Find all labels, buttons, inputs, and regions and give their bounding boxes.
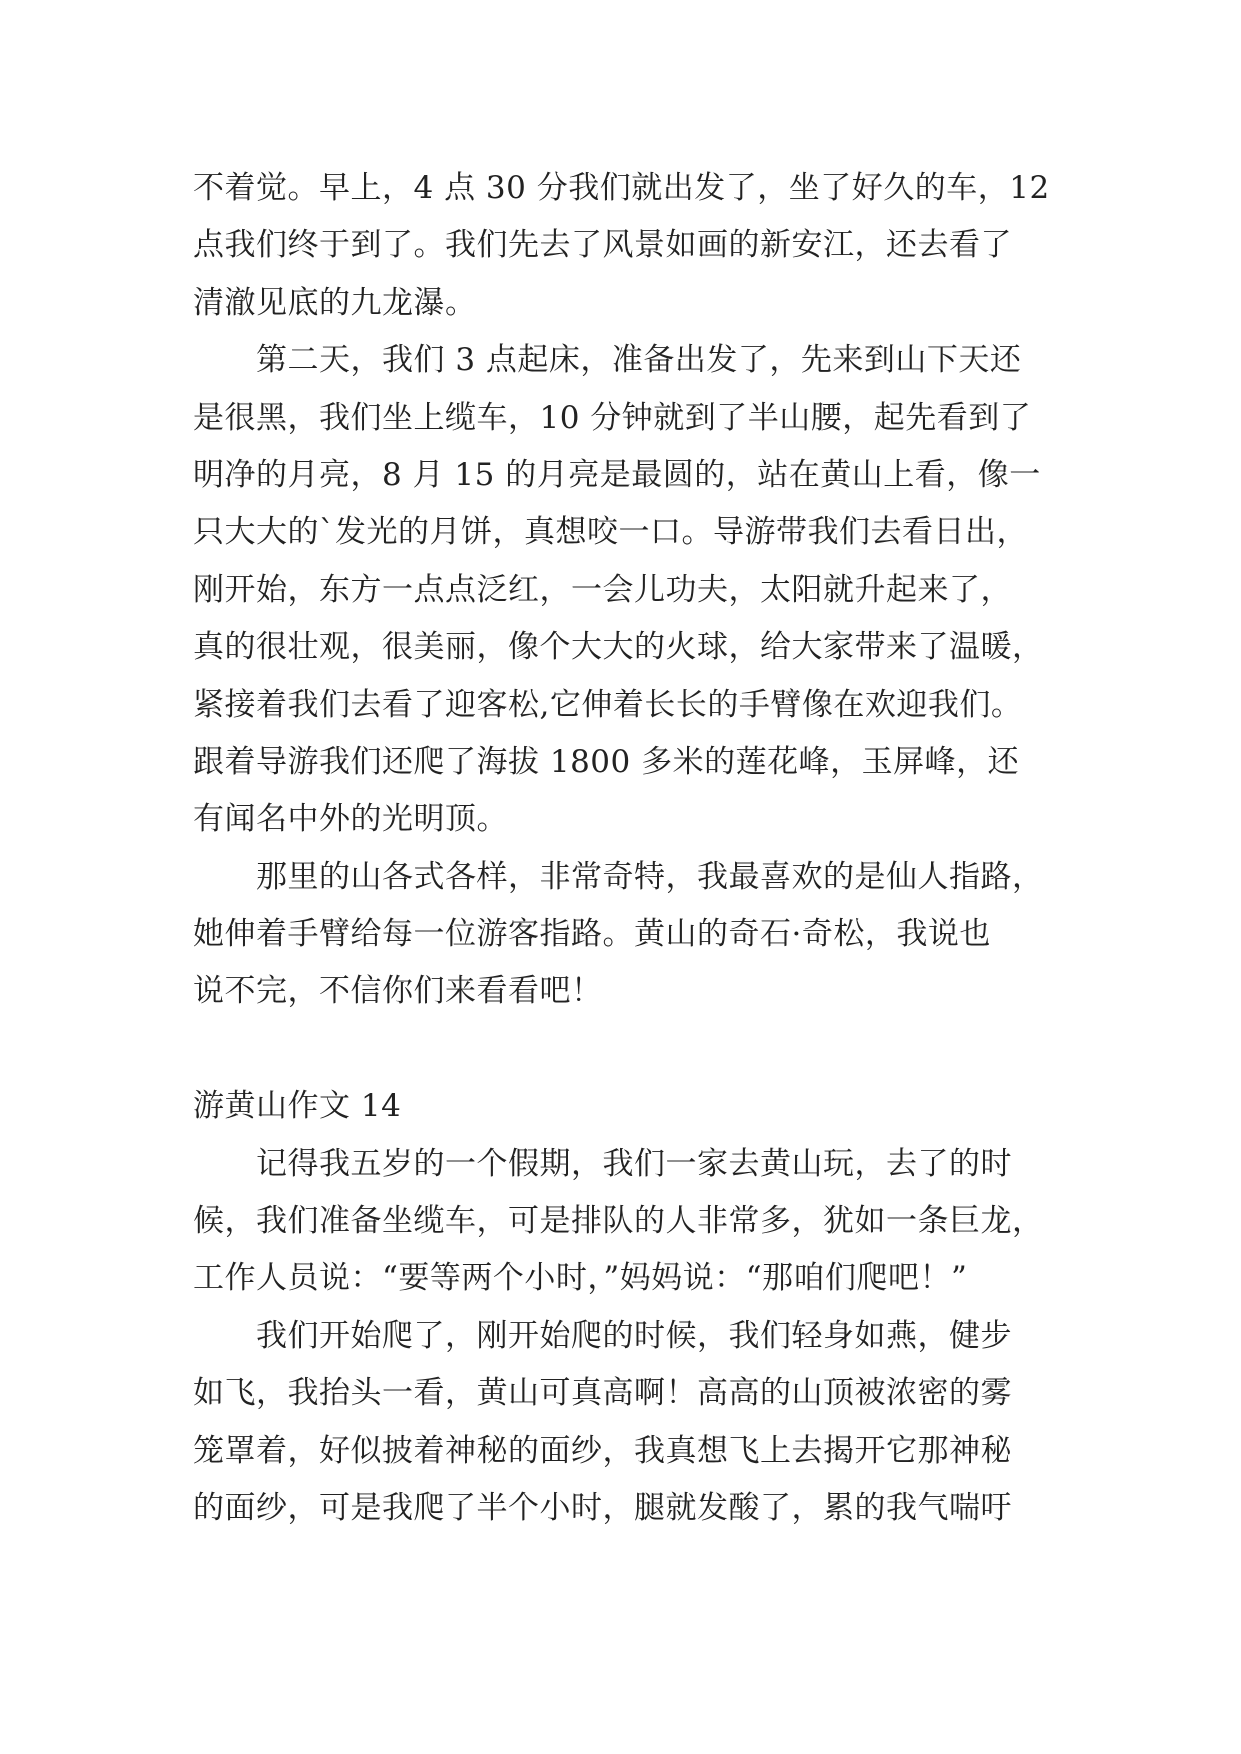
text-line: 说不完，不信你们来看看吧！ [193,973,603,1010]
text-line: 明净的月亮，8 月 15 的月亮是最圆的，站在黄山上看，像一 [193,456,1041,493]
paragraph-start-line: 我们开始爬了，刚开始爬的时候，我们轻身如燕，健步 [256,1317,1012,1354]
text-line: 刚开始，东方一点点泛红，一会儿功夫，太阳就升起来了， [193,571,1012,608]
paragraph-start-line: 记得我五岁的一个假期，我们一家去黄山玩，去了的时 [256,1145,1012,1182]
text-line: 清澈见底的九龙瀑。 [193,284,477,321]
essay-heading: 游黄山作文 14 [193,1088,402,1125]
text-line: 只大大的`发光的月饼，真想咬一口。导游带我们去看日出， [193,514,1028,551]
essay-text [193,160,1063,1537]
text-line: 紧接着我们去看了迎客松,它伸着长长的手臂像在欢迎我们。 [193,686,1023,723]
text-line: 候，我们准备坐缆车，可是排队的人非常多，犹如一条巨龙， [193,1203,1044,1240]
text-line: 工作人员说：“要等两个小时，”妈妈说：“那咱们爬吧！” [193,1260,968,1297]
text-line: 点我们终于到了。我们先去了风景如画的新安江，还去看了 [193,227,1012,264]
text-line: 如飞，我抬头一看，黄山可真高啊！高高的山顶被浓密的雾 [193,1375,1012,1412]
paragraph-start-line: 第二天，我们 3 点起床，准备出发了，先来到山下天还 [256,342,1022,379]
text-line: 的面纱，可是我爬了半个小时，腿就发酸了，累的我气喘吁 [193,1489,1012,1526]
text-line: 有闻名中外的光明顶。 [193,801,508,838]
blank-line [193,1021,1063,1078]
text-line: 她伸着手臂给每一位游客指路。黄山的奇石·奇松，我说也 [193,916,991,953]
text-line: 笼罩着，好似披着神秘的面纱，我真想飞上去揭开它那神秘 [193,1432,1012,1469]
paragraph-start-line: 那里的山各式各样，非常奇特，我最喜欢的是仙人指路， [256,858,1044,895]
text-line: 是很黑，我们坐上缆车，10 分钟就到了半山腰，起先看到了 [193,399,1032,436]
text-line: 真的很壮观，很美丽，像个大大的火球，给大家带来了温暖， [193,629,1044,666]
text-line: 不着觉。早上，4 点 30 分我们就出发了，坐了好久的车，12 [193,170,1050,206]
text-line: 跟着导游我们还爬了海拔 1800 多米的莲花峰，玉屏峰，还 [193,743,1020,780]
